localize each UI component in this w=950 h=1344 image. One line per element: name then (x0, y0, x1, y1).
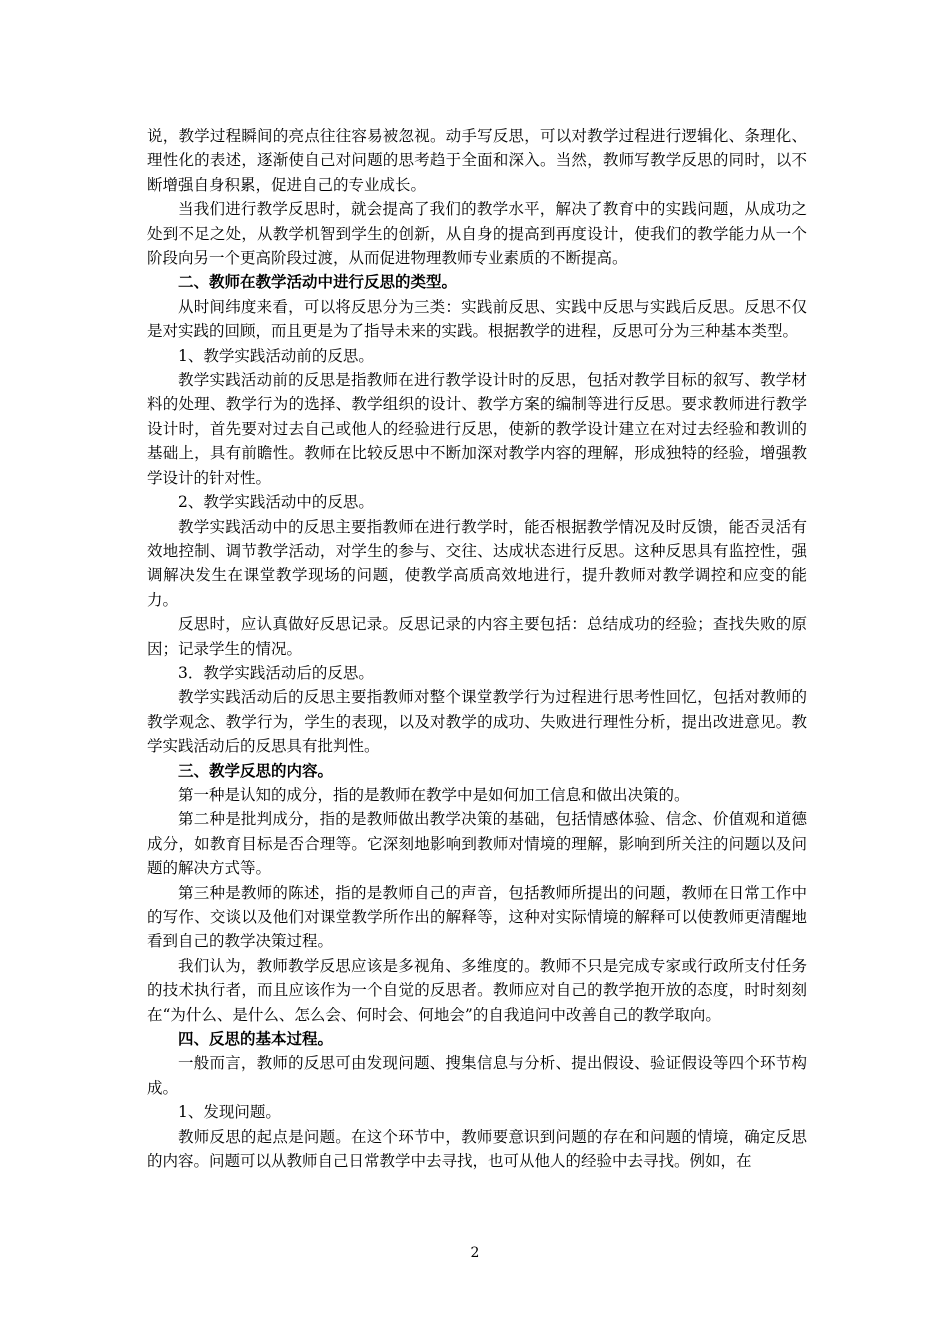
paragraph: 一般而言，教师的反思可由发现问题、搜集信息与分析、提出假设、验证假设等四个环节构成。 (147, 1054, 807, 1097)
paragraph: 从时间纬度来看，可以将反思分为三类：实践前反思、实践中反思与实践后反思。反思不仅是对实践的回顾，而且更是为了指导未来的实践。根据教学的进程，反思可分为三种基本类型。 (147, 297, 807, 341)
section-heading: 四、反思的基本过程。 (178, 1029, 334, 1049)
paragraph: 说，教学过程瞬间的亮点往往容易被忽视。动手写反思，可以对教学过程进行逻辑化、条理化、理性化的表述，逐渐使自己对问题的思考趋于全面和深入。当然，教师写教学反思的同时，以不断增强自身积累，促进自己的专业成长。 (147, 127, 807, 194)
paragraph: 第二种是批判成分，指的是教师做出教学决策的基础，包括情感体验、信念、价值观和道德成分，如教育目标是否合理等。它深刻地影响到教师对情境的理解，影响到所关注的问题以及问题的解决方式等。 (147, 810, 807, 878)
paragraph: 1、发现问题。 (178, 1103, 281, 1122)
section-heading: 二、教师在教学活动中进行反思的类型。 (178, 272, 458, 292)
paragraph: 2、教学实践活动中的反思。 (178, 493, 374, 512)
paragraph: 当我们进行教学反思时，就会提高了我们的教学水平，解决了教育中的实践问题，从成功之处到不足之处，从教学机智到学生的创新，从自身的提高到再度设计，使我们的教学能力从一个阶段向另一个更高阶段过渡，从而促进物理教师专业素质的不断提高。 (147, 200, 807, 268)
paragraph: 第一种是认知的成分，指的是教师在教学中是如何加工信息和做出决策的。 (178, 785, 690, 804)
paragraph: 教学实践活动后的反思主要指教师对整个课堂教学行为过程进行思考性回忆，包括对教师的教学观念、教学行为，学生的表现，以及对教学的成功、失败进行理性分析，提出改进意见。教学实践活动后的反思具有批判性。 (147, 688, 807, 756)
paragraph: 1、教学实践活动前的反思。 (178, 346, 374, 365)
paragraph: 教学实践活动中的反思主要指教师在进行教学时，能否根据教学情况及时反馈，能否灵活有效地控制、调节教学活动，对学生的参与、交往、达成状态进行反思。这种反思具有监控性，强调解决发生在课堂教学现场的问题，使教学高质高效地进行，提升教师对教学调控和应变的能力。 (147, 517, 807, 609)
section-heading: 三、教学反思的内容。 (178, 760, 334, 780)
paragraph: 第三种是教师的陈述，指的是教师自己的声音，包括教师所提出的问题，教师在日常工作中的写作、交谈以及他们对课堂教学所作出的解释等，这种对实际情境的解释可以使教师更清醒地看到自己的教学决策过程。 (147, 883, 807, 951)
paragraph: 我们认为，教师教学反思应该是多视角、多维度的。教师不只是完成专家或行政所支付任务的技术执行者，而且应该作为一个自觉的反思者。教师应对自己的教学抱开放的态度，时时刻刻在“为什么、是什么、怎么会、何时会、何地会”的自我追问中改善自己的教学取向。 (147, 956, 807, 1024)
page-number: 2 (470, 1245, 480, 1261)
paragraph: 教学实践活动前的反思是指教师在进行教学设计时的反思，包括对教学目标的叙写、教学材料的处理、教学行为的选择、教学组织的设计、教学方案的编制等进行反思。要求教师进行教学设计时，首先要对过去自己或他人的经验进行反思，使新的教学设计建立在对过去经验和教训的基础上，具有前瞻性。教师在比较反思中不断加深对教学内容的理解，形成独特的经验，增强教学设计的针对性。 (147, 371, 807, 487)
paragraph: 反思时，应认真做好反思记录。反思记录的内容主要包括：总结成功的经验；查找失败的原因；记录学生的情况。 (147, 615, 807, 658)
paragraph: 3．教学实践活动后的反思。 (178, 663, 374, 682)
document-body (147, 124, 807, 1173)
paragraph: 教师反思的起点是问题。在这个环节中，教师要意识到问题的存在和问题的情境，确定反思的内容。问题可以从教师自己日常教学中去寻找，也可从他人的经验中去寻找。例如，在 (147, 1127, 807, 1171)
